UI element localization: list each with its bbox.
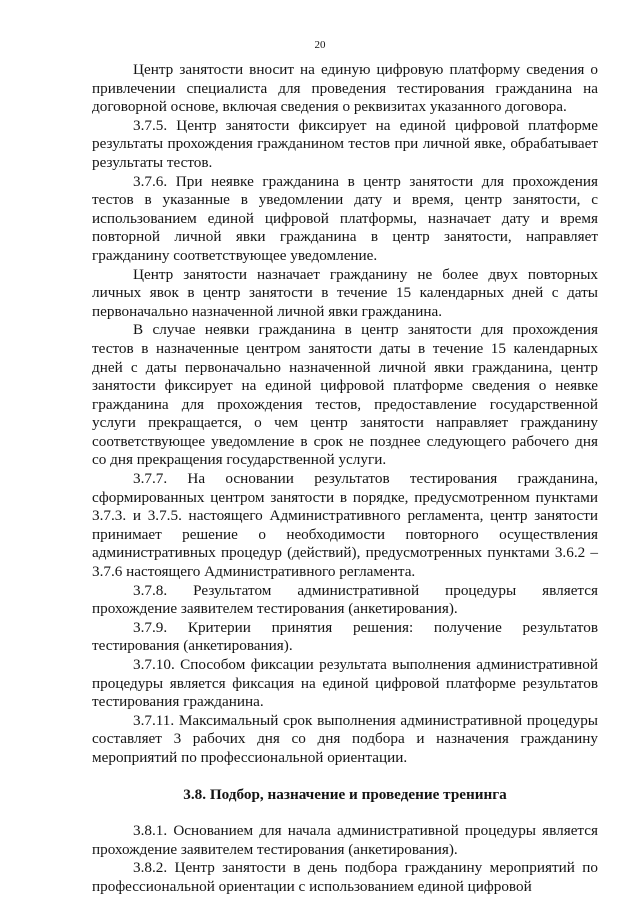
paragraph-3-8-2: 3.8.2. Центр занятости в день подбора гражданину мероприятий по профессиональной ориентации с использованием единой цифровой <box>92 859 598 895</box>
paragraph-platform-specialist-info: Центр занятости вносит на единую цифровую платформу сведения о привлечении специалиста для проведения тестирования гражданина на договорной основе, включая сведения о реквизитах указанного договора. <box>92 61 598 116</box>
paragraph-repeat-visits: Центр занятости назначает гражданину не более двух повторных личных явок в центр занятости в течение 15 календарных дней с даты первоначально назначенной личной явки гражданина. <box>92 265 598 320</box>
paragraph-3-7-9: 3.7.9. Критерии принятия решения: получение результатов тестирования (анкетирования). <box>92 618 598 655</box>
paragraph-3-7-8: 3.7.8. Результатом административной процедуры является прохождение заявителем тестирования (анкетирования). <box>92 581 598 618</box>
paragraph-3-7-5: 3.7.5. Центр занятости фиксирует на единой цифровой платформе результаты прохождения гражданином тестов при личной явке, обрабатывает результаты тестов. <box>92 116 598 171</box>
document-body <box>92 61 598 897</box>
paragraph-3-7-10: 3.7.10. Способом фиксации результата выполнения административной процедуры является фиксация на единой цифровой платформе результатов тестирования гражданина. <box>92 656 598 711</box>
paragraph-3-7-11: 3.7.11. Максимальный срок выполнения административной процедуры составляет 3 рабочих дня со дня подбора и назначения гражданину мероприятий по профессиональной ориентации. <box>92 711 598 766</box>
page-number: 20 <box>314 39 326 51</box>
paragraph-3-8-1: 3.8.1. Основанием для начала административной процедуры является прохождение заявителем тестирования (анкетирования). <box>92 822 598 858</box>
paragraph-non-appearance: В случае неявки гражданина в центр занятости для прохождения тестов в назначенные центром занятости даты в течение 15 календарных дней с даты первоначально назначенной личной явки гражданина, центр занятости фиксирует на единой цифровой платформе сведения о неявке гражданина для прохождения тестов, предоставление государственной услуги прекращается, о чем центр занятости направляет гражданину соответствующее уведомление в срок не позднее следующего рабочего дня со дня прекращения государственной услуги. <box>92 321 598 469</box>
section-heading-3-8: 3.8. Подбор, назначение и проведение тренинга <box>183 785 507 803</box>
paragraph-3-7-7: 3.7.7. На основании результатов тестирования гражданина, сформированных центром занятости в порядке, предусмотренном пунктами 3.7.3. и 3.7.5. настоящего Административного регламента, центр занятости принимает решение о необходимости повторного осуществления административных процедур (действий), предусмотренных пунктами 3.6.2 – 3.7.6 настоящего Административного регламента. <box>92 470 598 581</box>
paragraph-3-7-6: 3.7.6. При неявке гражданина в центр занятости для прохождения тестов в указанные в уведомлении дату и время, центр занятости, с использованием единой цифровой платформы, назначает дату и время повторной личной явки гражданина в центр занятости, направляет гражданину соответствующее уведомление. <box>92 172 598 264</box>
